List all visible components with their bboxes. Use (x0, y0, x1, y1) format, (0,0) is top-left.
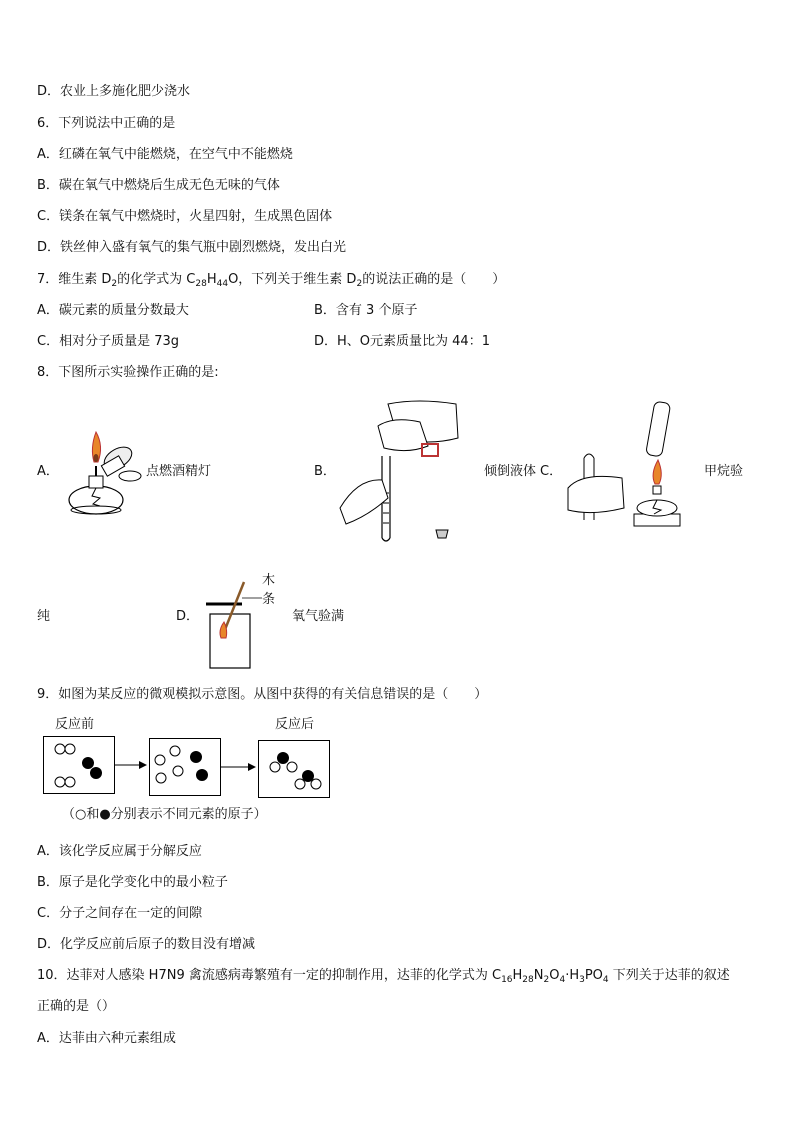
q6-stem: 6．下列说法中正确的是 (37, 116, 176, 131)
q6-option-d: D．铁丝伸入盛有氧气的集气瓶中剧烈燃烧，发出白光 (37, 240, 347, 255)
q7-option-b: B．含有 3 个原子 (314, 303, 418, 318)
q8-caption-a: 点燃酒精灯 (146, 464, 212, 479)
reaction-after-label: 反应后 (275, 717, 315, 732)
q10-option-a: A．达菲由六种元素组成 (37, 1031, 176, 1046)
q10-stem-line2: 正确的是（） (37, 999, 116, 1014)
q6-option-b: B．碳在氧气中燃烧后生成无色无味的气体 (37, 178, 280, 193)
q7-option-c: C．相对分子质量是 73g (37, 334, 180, 349)
q9-option-d: D．化学反应前后原子的数目没有增减 (37, 937, 256, 952)
q8-caption-c-continued: 纯 (37, 609, 51, 624)
q7-option-d: D．H、O元素质量比为 44：1 (314, 334, 490, 349)
q9-option-c: C．分子之间存在一定的间隙 (37, 906, 203, 921)
q8-stem: 8．下图所示实验操作正确的是: (37, 365, 219, 380)
q8-caption-d: 氧气验满 (292, 609, 345, 624)
q8-label-d: D． (176, 609, 200, 624)
q8-caption-b: 倾倒液体 (484, 464, 537, 479)
reaction-before-label: 反应前 (55, 717, 95, 732)
q8-caption-c: 甲烷验 (704, 464, 744, 479)
q10-stem: 10．达菲对人感染 H7N9 禽流感病毒繁殖有一定的抑制作用，达菲的化学式为 $C_{16}H_{28}N_2O_4\cdot H_3PO_4$ 下列关于达菲的叙述 (37, 968, 730, 985)
q7-stem: 7．维生素 $D_2$的化学式为 $C_{28}H_{44}O$，下列关于维生素 $D_2$的说法正确的是（ ） (37, 272, 506, 289)
q5-option-d: D．农业上多施化肥少浇水 (37, 84, 191, 99)
wood-strip-label-top: 木 (262, 573, 276, 588)
q8-label-c: C． (540, 464, 563, 479)
q6-option-a: A．红磷在氧气中能燃烧，在空气中不能燃烧 (37, 147, 293, 162)
wood-strip-label-bottom: 条 (262, 592, 276, 607)
q6-option-c: C．镁条在氧气中燃烧时，火星四射，生成黑色固体 (37, 209, 333, 224)
q9-stem: 9．如图为某反应的微观模拟示意图。从图中获得的有关信息错误的是（ ） (37, 687, 488, 702)
q9-option-b: B．原子是化学变化中的最小粒子 (37, 875, 228, 890)
q9-option-a: A．该化学反应属于分解反应 (37, 844, 202, 859)
q8-label-b: B． (314, 464, 336, 479)
q8-label-a: A． (37, 464, 59, 479)
q9-legend: （○和●分别表示不同元素的原子） (62, 807, 267, 822)
q7-option-a: A．碳元素的质量分数最大 (37, 303, 189, 318)
